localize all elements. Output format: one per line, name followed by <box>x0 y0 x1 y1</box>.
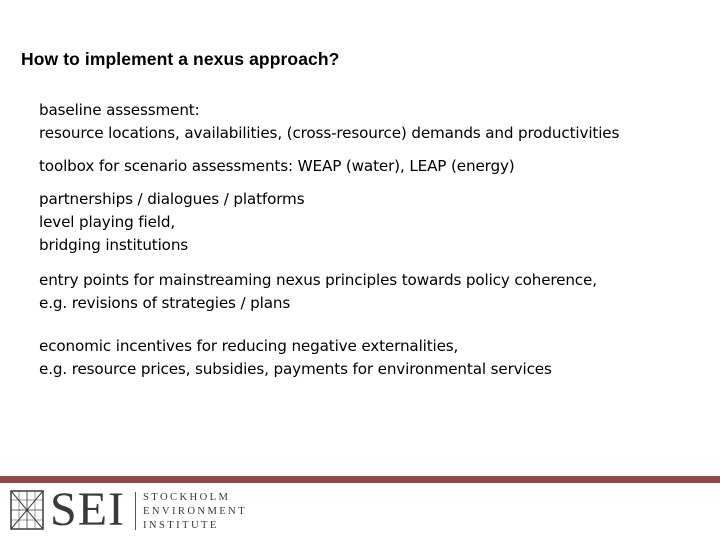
bullet-partnerships <box>39 188 709 257</box>
text-line: bridging institutions <box>39 236 189 254</box>
bullet-baseline-assessment <box>39 99 709 145</box>
bullet-toolbox <box>39 155 709 178</box>
bullet-economic-incentives <box>39 335 709 381</box>
logo-name-line: INSTITUTE <box>143 520 219 531</box>
text-line: level playing field, <box>39 213 176 231</box>
slide-body <box>39 99 709 381</box>
text-line: e.g. revisions of strategies / plans <box>39 294 291 312</box>
text-line: baseline assessment: <box>39 101 200 119</box>
logo-name-line: ENVIRONMENT <box>143 506 248 517</box>
slide-title: How to implement a nexus approach? <box>21 49 340 69</box>
text-line: entry points for mainstreaming nexus principles towards policy coherence, <box>39 271 597 289</box>
text-line: economic incentives for reducing negative externalities, <box>39 337 459 355</box>
text-line: resource locations, availabilities, (cross-resource) demands and productivities <box>39 124 620 142</box>
text-line: toolbox for scenario assessments: WEAP (water), LEAP (energy) <box>39 157 515 175</box>
logo-acronym: SEI <box>50 483 125 536</box>
logo-name-line: STOCKHOLM <box>143 492 231 503</box>
bullet-entry-points <box>39 269 709 315</box>
logo-divider <box>135 492 136 530</box>
footer-divider-bar <box>0 476 720 483</box>
sei-emblem-icon <box>10 490 44 530</box>
text-line: partnerships / dialogues / platforms <box>39 190 305 208</box>
text-line: e.g. resource prices, subsidies, payments for environmental services <box>39 360 552 378</box>
sei-logo <box>10 483 250 536</box>
logo-name <box>143 491 247 533</box>
